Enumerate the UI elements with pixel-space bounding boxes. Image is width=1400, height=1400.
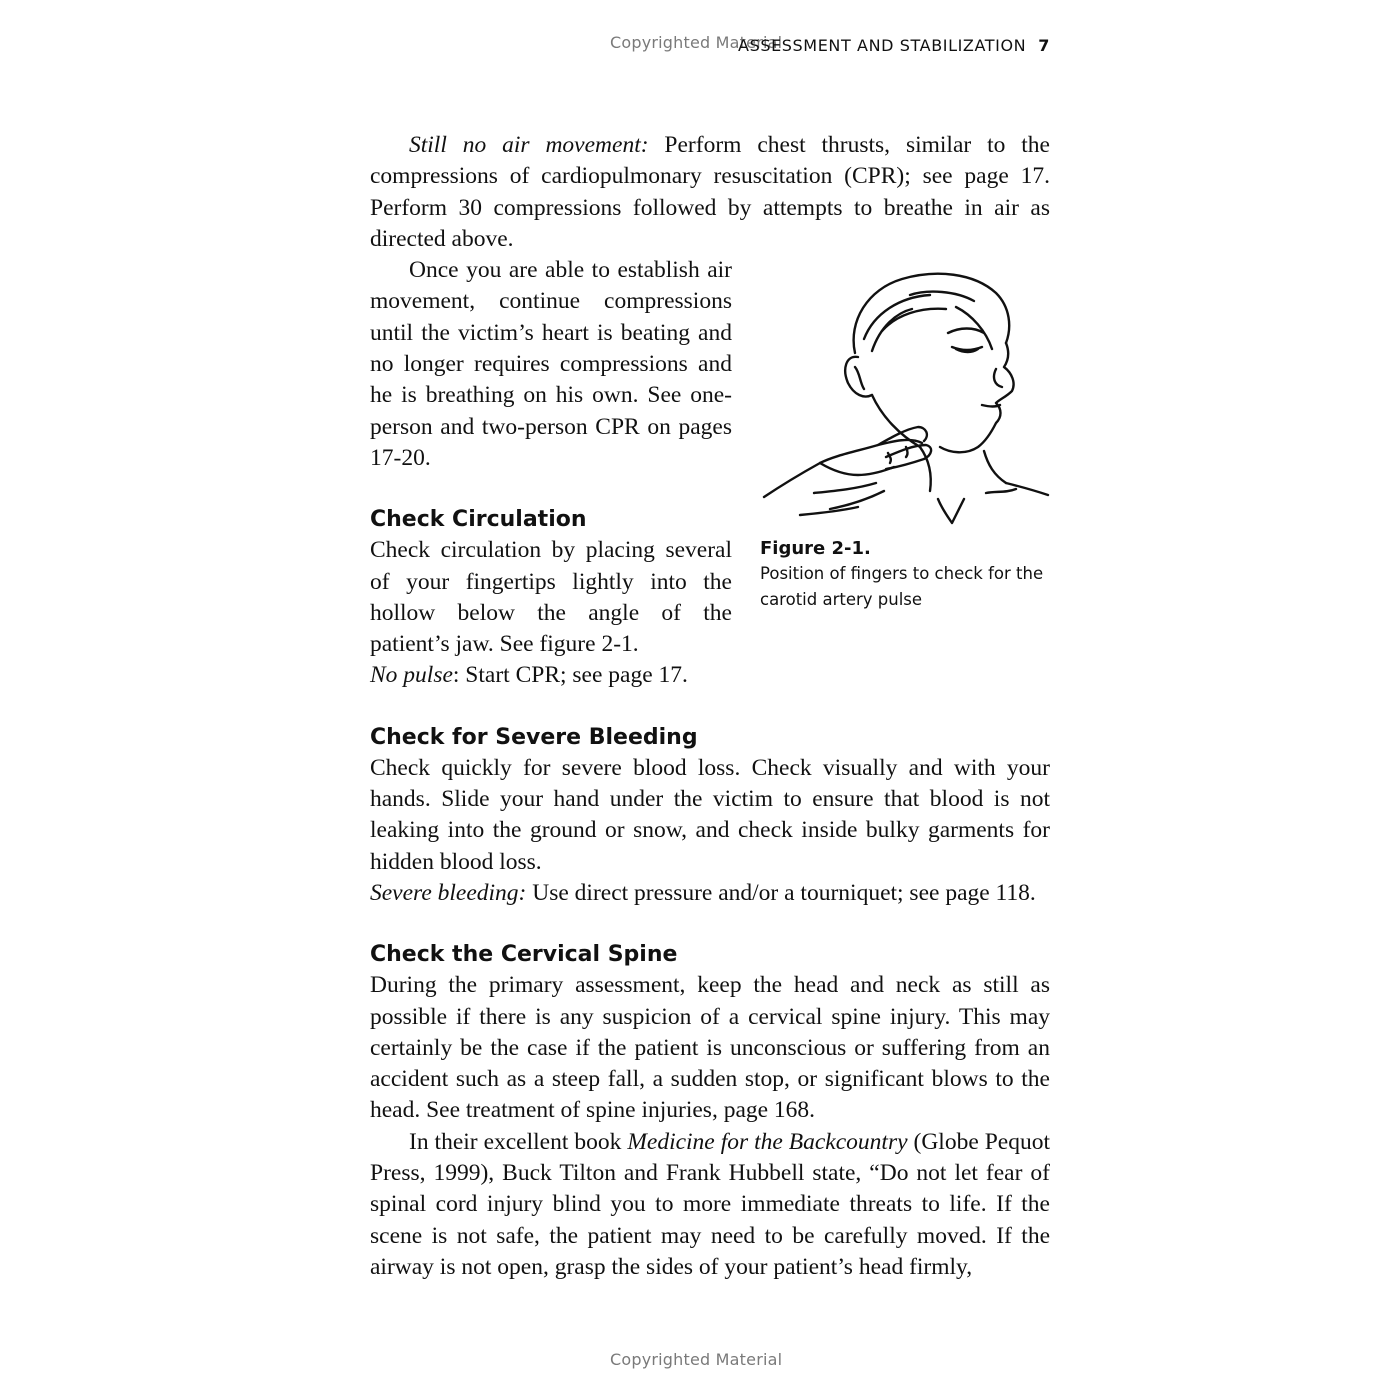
bleeding-paragraph: Check quickly for severe blood loss. Check visually and with your hands. Slide your hand under the victim to ensure that blood is not leaking into the ground or snow, and check inside bulky garments for hidden blood loss.	[370, 754, 1050, 875]
section-heading-bleeding: Check for Severe Bleeding	[370, 724, 698, 750]
circulation-note-text: : Start CPR; see page 17.	[452, 662, 688, 689]
bleeding-note	[370, 878, 1050, 909]
figure-caption: Position of fingers to check for the carotid artery pulse	[760, 564, 1044, 610]
copyright-watermark-top: Copyrighted Material	[610, 33, 783, 52]
intro-paragraph-1	[370, 130, 1050, 255]
figure-2-1	[760, 261, 1050, 613]
book-title: Medicine for the Backcountry	[627, 1128, 908, 1155]
intro-paragraph-2: Once you are able to establish air movement, continue compressions until the victim’s heart is beating and no longer requires compressions and he is breathing on his own. See one-person and two-person CPR on pages 17-20.	[370, 257, 732, 471]
spine-paragraph-1: During the primary assessment, keep the head and neck as still as possible if there is any suspicion of a cervical spine injury. This may certainly be the case if the patient is unconscious or suffering from an accident such as a steep fall, a sudden stop, or significant blows to the head. See treatment of spine injuries, page 168.	[370, 972, 1050, 1124]
spine-text-pre: In their excellent book	[409, 1128, 628, 1155]
spine-text-post: (Globe Pequot Press, 1999), Buck Tilton and Frank Hubbell state, “Do not let fear of spinal cord injury blind you to more immediate threats to life. If the scene is not safe, the patient may need to be carefully moved. If the airway is not open, grasp the sides of your patient’s head firmly,	[370, 1128, 1050, 1280]
circulation-paragraph: Check circulation by placing several of your fingertips lightly into the hollow below the angle of the patient’s jaw. See figure 2-1.	[370, 537, 732, 658]
finger-pulse-check-illustration	[760, 261, 1050, 529]
page-number: 7	[1038, 36, 1050, 55]
copyright-watermark-bottom: Copyrighted Material	[610, 1350, 783, 1369]
bleeding-note-lead: Severe bleeding:	[370, 879, 527, 906]
spine-paragraph-2	[370, 1127, 1050, 1283]
section-heading-cervical-spine: Check the Cervical Spine	[370, 942, 678, 968]
intro-text-1: Perform chest thrusts, similar to the compressions of cardiopulmonary resuscitation (CPR); see page 17. Perform 30 compressions followed by attempts to breathe in air as directed above.	[370, 132, 1050, 252]
bleeding-note-text: Use direct pressure and/or a tourniquet; see page 118.	[526, 879, 1036, 906]
circulation-note	[370, 660, 1050, 691]
figure-label: Figure 2-1.	[760, 538, 871, 560]
intro-lead-phrase: Still no air movement:	[409, 132, 649, 158]
running-header	[738, 36, 1050, 55]
text-column	[370, 130, 1050, 1283]
circulation-note-lead: No pulse	[370, 662, 453, 689]
running-title: ASSESSMENT AND STABILIZATION	[738, 36, 1027, 55]
section-heading-circulation: Check Circulation	[370, 507, 587, 533]
